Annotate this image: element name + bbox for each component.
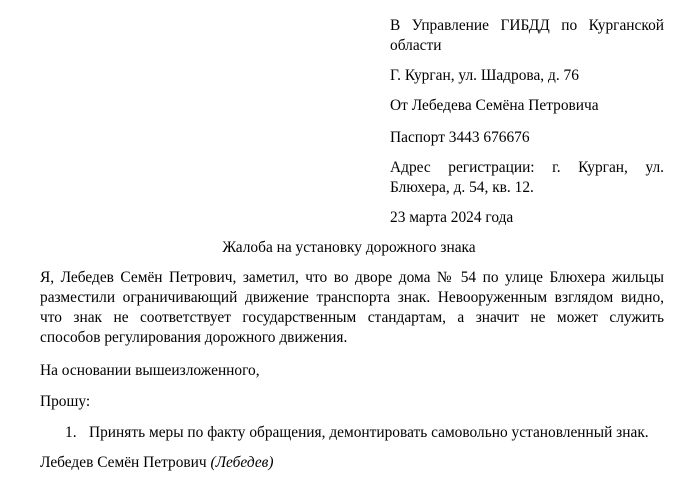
recipient-line-1: В Управление ГИБДД по Курганской [390,17,664,34]
document-title: Жалоба на установку дорожного знака [222,239,476,256]
signature-mark: (Лебедев) [210,454,274,471]
recipient-address: Г. Курган, ул. Шадрова, д. 76 [390,67,579,84]
recipient-line-2: области [390,37,442,54]
request-item-text: Принять меры по факту обращения, демонтировать самовольно установленный знак. [89,424,649,441]
passport: Паспорт 3443 676676 [390,129,530,146]
request-item-number: 1. [65,424,77,441]
complaint-paragraph [40,268,664,348]
paragraph-line-2: разместили ограничивающий движение транспорта знак. Невооруженным взглядом видно, [40,289,664,306]
basis-line: На основании вышеизложенного, [40,362,260,379]
registration-line-2: Блюхера, д. 54, кв. 12. [390,179,534,196]
paragraph-line-3: что знак не соответствует государственным стандартам, а значит не может служить [40,309,664,326]
registration-line-1: Адрес регистрации: г. Курган, ул. [390,159,664,176]
sender-name: От Лебедева Семёна Петровича [390,97,599,114]
recipient-block [390,16,664,56]
request-heading: Прошу: [40,393,91,410]
signature-name: Лебедев Семён Петрович [40,454,207,471]
paragraph-line-1: Я, Лебедев Семён Петрович, заметил, что во дворе дома № 54 по улице Блюхера жильцы [40,269,664,286]
registration-address [390,158,664,198]
signature-line [40,453,273,473]
document-date: 23 марта 2024 года [390,209,514,226]
paragraph-line-4: способов регулирования дорожного движения. [40,329,348,346]
